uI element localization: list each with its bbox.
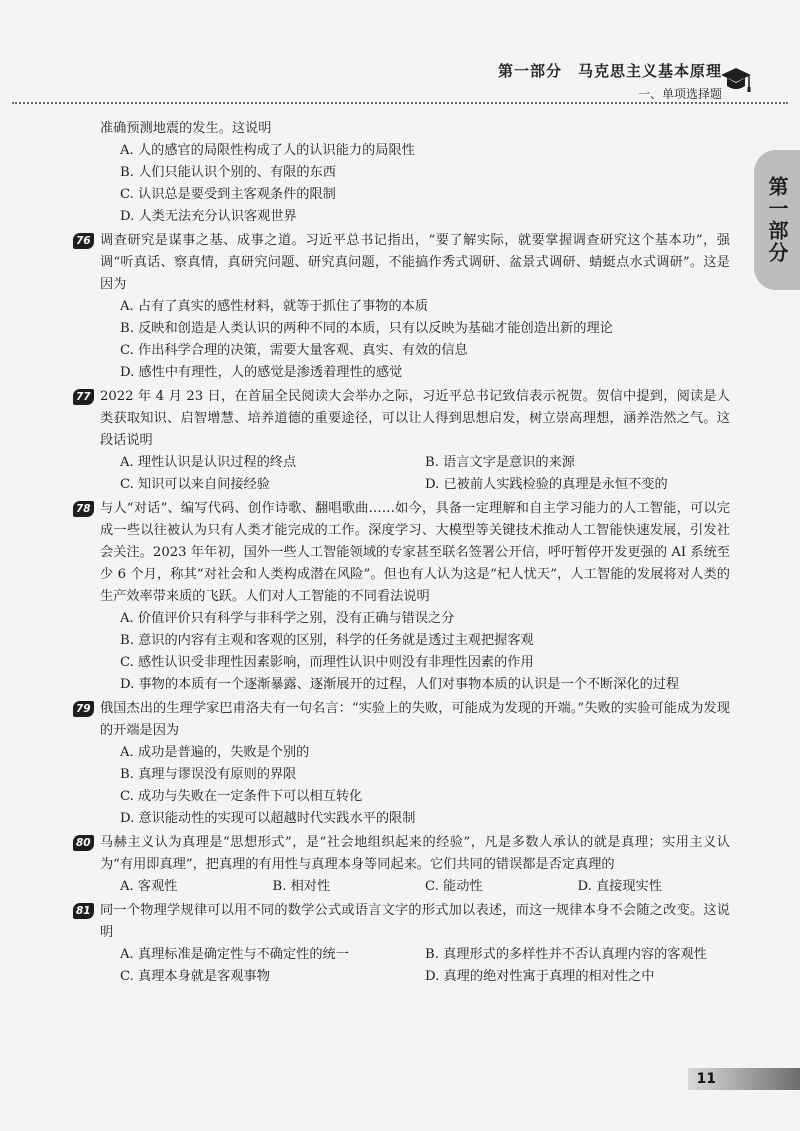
question-number-badge: 81 <box>73 903 94 919</box>
header-divider <box>12 102 788 104</box>
question-stem: 与人“对话”、编写代码、创作诗歌、翻唱歌曲……如今，具备一定理解和自主学习能力的人工智能，可以完成一些以往被认为只有人类才能完成的工作。深度学习、大模型等关键技术推动人工智能快速发展，引发社会关注。2023 年年初，国外一些人工智能领域的专家甚至联名签署公开信，呼吁暂停开发更强的 AI 系统至少 6 个月，称其“对社会和人类构成潜在风险”。但也有人认为这是“杞人忧天”，人工智能的发展将对人类的生产效率带来质的飞跃。人们对人工智能的不同看法说明 <box>100 501 730 604</box>
option: D. 真理的绝对性寓于真理的相对性之中 <box>425 969 655 984</box>
option: B. 反映和创造是人类认识的两种不同的本质，只有以反映为基础才能创造出新的理论 <box>120 321 613 336</box>
option: C. 作出科学合理的决策，需要大量客观、真实、有效的信息 <box>120 343 468 358</box>
option: D. 人类无法充分认识客观世界 <box>120 209 297 224</box>
question-80 <box>76 832 730 898</box>
option: A. 真理标准是确定性与不确定性的统一 <box>120 947 349 962</box>
option: B. 意识的内容有主观和客观的区别，科学的任务就是透过主观把握客观 <box>120 633 534 648</box>
option: A. 客观性 <box>120 879 178 894</box>
question-79 <box>76 698 730 830</box>
question-number-badge: 78 <box>73 501 94 517</box>
option: D. 意识能动性的实现可以超越时代实践水平的限制 <box>120 811 416 826</box>
option: B. 真理形式的多样性并不否认真理内容的客观性 <box>425 947 707 962</box>
question-stem: 准确预测地震的发生。这说明 <box>100 121 272 136</box>
question-stem: 俄国杰出的生理学家巴甫洛夫有一句名言：“实验上的失败，可能成为发现的开端。”失败的实验可能成为发现的开端是因为 <box>100 701 730 738</box>
option: D. 已被前人实践检验的真理是永恒不变的 <box>425 477 668 492</box>
question-list <box>76 118 730 990</box>
option: B. 语言文字是意识的来源 <box>425 455 575 470</box>
question-number-badge: 80 <box>73 835 94 851</box>
option: C. 感性认识受非理性因素影响，而理性认识中则没有非理性因素的作用 <box>120 655 534 670</box>
graduation-cap-icon <box>720 62 752 96</box>
option: C. 真理本身就是客观事物 <box>120 969 270 984</box>
question-77 <box>76 386 730 496</box>
option-grid <box>100 944 730 988</box>
previous-question-tail <box>100 118 730 228</box>
option: A. 价值评价只有科学与非科学之别，没有正确与错误之分 <box>120 611 455 626</box>
question-number-badge: 79 <box>73 701 94 717</box>
option-grid <box>100 876 730 898</box>
option: A. 人的感官的局限性构成了人的认识能力的局限性 <box>120 143 415 158</box>
question-stem: 2022 年 4 月 23 日，在首届全民阅读大会举办之际，习近平总书记致信表示祝贺。贺信中提到，阅读是人类获取知识、启智增慧、培养道德的重要途径，可以让人得到思想启发，树立崇高理想，涵养浩然之气。这段话说明 <box>100 389 730 448</box>
question-number-badge: 76 <box>73 233 94 249</box>
question-stem: 调查研究是谋事之基、成事之道。习近平总书记指出，“要了解实际，就要掌握调查研究这个基本功”，强调“听真话、察真情，真研究问题、研究真问题，不能搞作秀式调研、盆景式调研、蜻蜓点水式调研”。这是因为 <box>100 233 730 292</box>
question-stem: 马赫主义认为真理是“思想形式”，是“社会地组织起来的经验”，凡是多数人承认的就是真理；实用主义认为“有用即真理”，把真理的有用性与真理本身等同起来。它们共同的错误都是否定真理的 <box>100 835 730 872</box>
question-78 <box>76 498 730 696</box>
page-number: 11 <box>696 1071 716 1087</box>
section-title: 第一部分 马克思主义基本原理 <box>497 62 722 80</box>
option: A. 理性认识是认识过程的终点 <box>120 455 297 470</box>
option: B. 相对性 <box>272 879 331 894</box>
part-side-tab <box>754 150 800 290</box>
section-subtitle: 一、单项选择题 <box>637 87 722 101</box>
option: D. 直接现实性 <box>577 879 662 894</box>
question-76 <box>76 230 730 384</box>
option: A. 成功是普遍的，失败是个别的 <box>120 745 310 760</box>
option: B. 真理与谬误没有原则的界限 <box>120 767 297 782</box>
option: C. 知识可以来自间接经验 <box>120 477 270 492</box>
question-81 <box>76 900 730 988</box>
option: C. 成功与失败在一定条件下可以相互转化 <box>120 789 363 804</box>
question-number-badge: 77 <box>73 389 94 405</box>
option: A. 占有了真实的感性材料，就等于抓住了事物的本质 <box>120 299 429 314</box>
option: B. 人们只能认识个别的、有限的东西 <box>120 165 336 180</box>
option: C. 能动性 <box>425 879 483 894</box>
option: C. 认识总是要受到主客观条件的限制 <box>120 187 336 202</box>
question-stem: 同一个物理学规律可以用不同的数学公式或语言文字的形式加以表述，而这一规律本身不会随之改变。这说明 <box>100 903 730 940</box>
part-side-tab-label: 第一部分 <box>765 176 789 264</box>
option: D. 事物的本质有一个逐渐暴露、逐渐展开的过程，人们对事物本质的认识是一个不断深化的过程 <box>120 677 680 692</box>
page-header <box>498 60 722 102</box>
option: D. 感性中有理性，人的感觉是渗透着理性的感觉 <box>120 365 403 380</box>
option-grid <box>100 452 730 496</box>
